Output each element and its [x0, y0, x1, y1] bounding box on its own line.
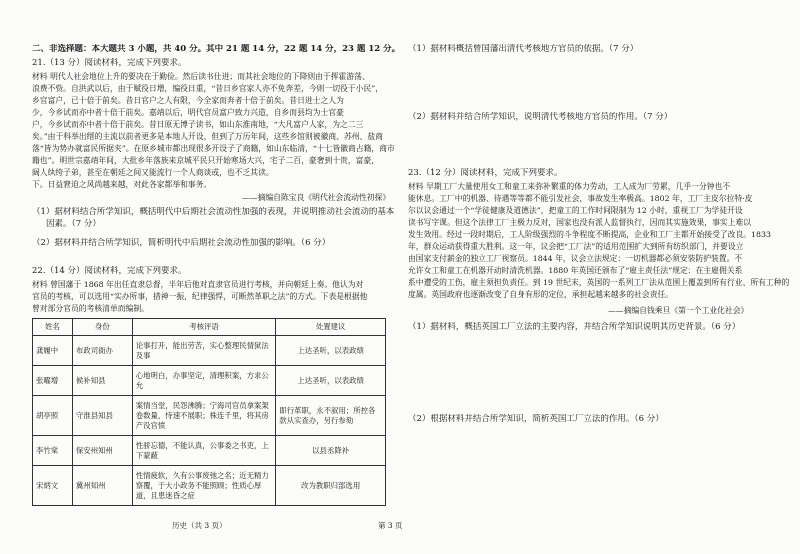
section-title: 二、非选择题：本大题共 3 小题，共 40 分。其中 21 题 14 分，22 题 14 分，23 题 12 分。 [32, 44, 401, 54]
table-cell: 李竹棠 [33, 436, 73, 466]
table-cell: 守淮县知县 [72, 396, 132, 436]
table-cell: 布政司衙办 [72, 336, 132, 366]
table-header: 姓名 [33, 319, 73, 336]
table-cell: 性骄忘德，不能认真，公事委之书吏，上下蒙蔽 [132, 436, 276, 466]
table-cell: 即行革职，永不叙用；所控各款从实查办，另行参劾 [276, 396, 386, 436]
q22-material-line: 官员的考核，可以选用“实办所事，措神一振，纪律强悍，可断然革职之法”的方式。下表是根据他 [32, 292, 368, 301]
q23-sub1: （1）据材料，概括英国工厂立法的主要内容，并结合所学知识说明其历史背景。（6 分） [408, 322, 741, 332]
table-row [33, 366, 386, 396]
q21-source: ——摘编自陈宝良《明代社会流动性初探》 [242, 193, 391, 202]
table-cell: 上达圣听，以表政绩 [276, 366, 386, 396]
table-cell: 以县丞降补 [276, 436, 386, 466]
table-cell: 心地明白，办事坚定，清理积案，方求公允 [132, 366, 276, 396]
footer-left: 历史（共 3 页） [172, 521, 227, 530]
table-row [33, 436, 386, 466]
table-cell: 胡亭照 [33, 396, 73, 436]
table-cell: 候补知县 [72, 366, 132, 396]
q21-sub1-line2: 因素。（7 分） [46, 219, 101, 229]
table-cell: 宋炳文 [33, 466, 73, 506]
table-cell: 案情当堂，民怨沸腾；宁海司官员拿案架卷数量，恃速不展职；株连千里，将其房产没官愤 [132, 396, 276, 436]
table-row [33, 466, 386, 506]
table-cell: 冀州知州 [72, 466, 132, 506]
q22-heading: 22.（14 分）阅读材料，完成下列要求。 [32, 266, 187, 276]
table-header: 考核评语 [132, 319, 276, 336]
left-column: 二、非选择题：本大题共 3 小题，共 40 分。其中 21 题 14 分，22 题 14 分，23 题 12 分。 21.（13 分）阅读材料，完成下列要求。 材料 明代人社会地位上升的要决在于勤俭。然后读书仕进；而其社会地位的下降则由于挥霍游荡、 浪费不赀。自洪武以后，由于赋役日增，编役日重，“昔日乡官家人亦不免奔差，今则一切役于小民”， 乡官富户，已十倍于前矣。昔日官户之人有限，今全家而奔者十倍于前矣。昔日进士之人为 少，今乡试而亦中者十倍于前矣。嘉靖以后，明代官员富户致力兴造，自乡而县均为士官豪 户，今乡试而亦中者十倍于前矣。昔日原无博子读书，如山东淮南地，“大凡富户人家，为之二三 矣。”由于科举出缙的主流以前者更多是本地人开设，但到了万历年间，这些乡馆则被徽商、苏州、盐商 落“皆为势办就富民所据夹”。在原乡城市都出现很多开设子了商籍，如山东临清，“十七皆徽商占籍，商市 籍也”。明世宗嘉靖年间，大批乡年落族来京城平民只开始寒场大兴，宅子二百，豪奢到十贵，富豪， 阔人纨绔子弟，甚至在朝廷之间又能流行一个人商谈或，也不乏其读。 下。日益窘迫之风尚越来越，对此各家都举和事务。 ——摘编自陈宝良《明代社会流动性初探》 （1）据材料结合所学知识，概括明代中后期社会流动性加强的表现，并说明推动社会流动的基本 因素。（7 分） （2）据材料并结合所学知识，简析明代中后期社会流动性加强的影响。（6 分） 22.（14 分）阅读材料，完成下列要求。 材料 曾国藩于 1868 年出任直隶总督，半年后他对直隶官员进行考核，并向朝廷上奏。他认为对 官员的考核，可以选用“实办所事，措神一振，纪律强悍，可断然革职之法”的方式。下表是根据他 曾对部分官员的考核清单而编制。 姓名 身份 考核评语 处置建议 龚履中 布政司衙办 论事打开，能出劳苦，实心整理民情狱法及事 上达圣听，以表政绩 张曜增 候补知县 心地明白，办事坚定，清理积案，方求公允 上达圣听，以表政绩 胡亭照 守淮县知县 案情当堂，民怨沸腾；宁海司官员拿案架卷数量，恃速不展职；株连千里，将其房产没官愤 即行革职，永不叙用；所控各款从实查办，另行参劾 李竹棠 保安州知州 性骄忘德，不能认真，公事委之书吏，上下蒙蔽 以县丞降补 宋炳文 冀州知州 性情疲软，久有公事废弛之名；近无精力察覆，于大小政务不能照顾；性质心厚道，且患迷昏之症 改为教职归部选用 历史（共 3 页） [32, 44, 401, 530]
right-column: （1）据材料概括曾国藩出清代考核地方官员的依据。（7 分） （2）据材料并结合所学知识，说明清代考核地方官员的作用。（7 分） 23.（12 分）阅读材料，完成下列要求。 材料 早期工厂大量使用女工和童工来弥补繁重的体力劳动，工人成为厂劳累，几乎一分钟也不 能休息。工厂中的机器、待遇等等都不能引发社会，事故发生率极高。1802 年，工厂主皮尔拉特·皮 尔以议会通过一个“学徒健康及道德法”，把童工的工作时间限制为 12 小时，重视工厂为学徒开设 读书写字课。但这个法律工厂主极力反对，国家也没有派人监督执行，因而其实施效果，事实上难以 发生效用。经过一段时期后，工人阶级强烈的斗争程度不断提高，企业和工厂主都开始接受了改良。1833 年，群众运动获得重大胜利。这一年，议会把“工厂法”的适用范围扩大到所有纺织部门，并要设立 由国家支付薪金的独立工厂视察员。1844 年，议会立法规定：一切机器都必须安装防护装置。不 允许女工和童工在机器开动时清洗机器。1880 年英国还颁布了“雇主责任法”规定：在主雇佣关系 系中遭受的工伤，雇主须担负责任。到 19 世纪末，英国的一系列工厂法从范围上覆盖到所有行业、所有工种的 度属。英国政府也逐渐改变了自身有形的定位，承担起越来越多的社会责任。 ——摘编自钱乘旦《第一个工业化社会》 （1）据材料，概括英国工厂立法的主要内容，并结合所学知识说明其历史背景。（6 分） （2）根据材料并结合所学知识，简析英国工厂立法的作用。（6 分） 第 3 页 [378, 44, 790, 530]
q21-sub2: （2）据材料并结合所学知识，简析明代中后期社会流动性加强的影响。（6 分） [32, 238, 331, 248]
table-row [33, 396, 386, 436]
table-cell: 上达圣听，以表政绩 [276, 336, 386, 366]
table-cell: 龚履中 [33, 336, 73, 366]
table-header: 处置建议 [276, 319, 386, 336]
table-cell: 改为教职归部选用 [276, 466, 386, 506]
q23-sub2: （2）根据材料并结合所学知识，简析英国工厂立法的作用。（6 分） [408, 414, 664, 424]
q21-sub1-line1: （1）据材料结合所学知识，概括明代中后期社会流动性加强的表现，并说明推动社会流动的基本 [32, 207, 395, 217]
table-row [33, 336, 386, 366]
q22-material-line: 材料 曾国藩于 1868 年出任直隶总督，半年后他对直隶官员进行考核，并向朝廷上奏。他认为对 [32, 280, 364, 289]
table-header: 身份 [72, 319, 132, 336]
q21-heading: 21.（13 分）阅读材料，完成下列要求。 [32, 58, 187, 68]
page-number: 第 3 页 [378, 521, 403, 530]
q23-source: ——摘编自钱乘旦《第一个工业化社会》 [608, 306, 749, 315]
table-cell: 保安州知州 [72, 436, 132, 466]
q22-material-line: 曾对部分官员的考核清单而编制。 [32, 304, 149, 313]
q22-sub1: （1）据材料概括曾国藩出清代考核地方官员的依据。（7 分） [408, 44, 639, 54]
table-cell: 论事打开，能出劳苦，实心整理民情狱法及事 [132, 336, 276, 366]
table-cell: 张曜增 [33, 366, 73, 396]
table-cell: 性情疲软，久有公事废弛之名；近无精力察覆，于大小政务不能照顾；性质心厚道，且患迷昏之症 [132, 466, 276, 506]
q22-sub2: （2）据材料并结合所学知识，说明清代考核地方官员的作用。（7 分） [408, 112, 673, 122]
table-header-row [33, 319, 386, 336]
assessment-table [32, 318, 386, 506]
q23-heading: 23.（12 分）阅读材料，完成下列要求。 [408, 168, 563, 178]
